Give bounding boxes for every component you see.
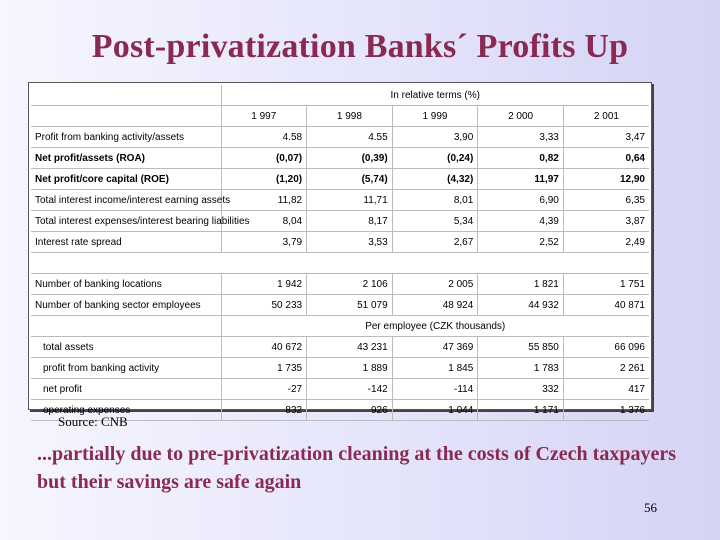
table-cell: 332 [478,379,564,400]
table-cell: (0,39) [307,148,393,169]
table-cell: -114 [392,379,478,400]
table-cell: 1 376 [563,400,649,421]
table-row [31,337,649,358]
table-cell: 1 044 [392,400,478,421]
table-cell: (1,20) [221,169,307,190]
table-cell: 2 106 [307,274,393,295]
table-cell: 4.58 [221,127,307,148]
row-label: Number of banking sector employees [31,295,221,316]
table-cell: 3,53 [307,232,393,253]
row-label: Total interest income/interest earning assets [31,190,221,211]
table-cell: 2,49 [563,232,649,253]
table-cell: 5,34 [392,211,478,232]
table-row [31,127,649,148]
table-cell: 50 233 [221,295,307,316]
year-header: 1 999 [392,106,478,127]
table-cell: 1 735 [221,358,307,379]
table-cell: 2,52 [478,232,564,253]
table-cell: 11,82 [221,190,307,211]
table-row [31,358,649,379]
table-cell: 6,35 [563,190,649,211]
table-cell: 66 096 [563,337,649,358]
row-label: net profit [31,379,221,400]
row-label: total assets [31,337,221,358]
data-table-frame [28,82,652,416]
page-number: 56 [644,500,657,515]
table-cell: 1 845 [392,358,478,379]
relative-terms-header: In relative terms (%) [221,85,649,106]
table-cell: 11,97 [478,169,564,190]
table-row [31,274,649,295]
table-cell: 12,90 [563,169,649,190]
year-header: 2 001 [563,106,649,127]
table-cell: 417 [563,379,649,400]
table-cell: 1 889 [307,358,393,379]
table-cell: 3,90 [392,127,478,148]
table-cell: 3,47 [563,127,649,148]
row-label: Total interest expenses/interest bearing liabilities [31,211,221,232]
table-cell: 40 672 [221,337,307,358]
table-cell: 2,67 [392,232,478,253]
table-cell: 1 783 [478,358,564,379]
table-cell: 2 261 [563,358,649,379]
table-cell: 926 [307,400,393,421]
row-label: Net profit/assets (ROA) [31,148,221,169]
year-header-row [31,106,649,127]
table-cell: 51 079 [307,295,393,316]
year-header: 1 998 [307,106,393,127]
row-label: operating expenses [31,400,221,421]
row-label: Profit from banking activity/assets [31,127,221,148]
table-section-header [31,85,649,106]
header-blank-cell [31,106,221,127]
table-cell: -142 [307,379,393,400]
table-cell: 3,79 [221,232,307,253]
table-row [31,148,649,169]
header-blank-cell [31,85,221,106]
table-cell: (4,32) [392,169,478,190]
table-cell: 8,17 [307,211,393,232]
table-cell: (0,24) [392,148,478,169]
table-row [31,169,649,190]
table-cell: 3,87 [563,211,649,232]
table-cell: 4.55 [307,127,393,148]
year-header: 2 000 [478,106,564,127]
table-cell: 4,39 [478,211,564,232]
table-cell: -27 [221,379,307,400]
table-cell: (5,74) [307,169,393,190]
row-label: Net profit/core capital (ROE) [31,169,221,190]
row-label: profit from banking activity [31,358,221,379]
table-cell: 8,01 [392,190,478,211]
table-cell: 3,33 [478,127,564,148]
table-cell: 1 751 [563,274,649,295]
table-cell: 2 005 [392,274,478,295]
table-cell: 0,64 [563,148,649,169]
table-cell: 1 821 [478,274,564,295]
table-cell: 0,82 [478,148,564,169]
table-row [31,190,649,211]
source-note: Source: CNB [58,414,128,429]
table-row [31,232,649,253]
table-row [31,295,649,316]
table-cell: (0,07) [221,148,307,169]
spacer-cell [31,253,649,274]
commentary-text: ...partially due to pre-privatization cleaning at the costs of Czech taxpayers but their savings are safe again [37,443,676,493]
table-cell: 1 171 [478,400,564,421]
table-row [31,379,649,400]
per-employee-header: Per employee (CZK thousands) [221,316,649,337]
table-cell: 47 369 [392,337,478,358]
year-header: 1 997 [221,106,307,127]
table-cell: 40 871 [563,295,649,316]
table-cell: 55 850 [478,337,564,358]
bank-profit-table [31,85,649,421]
spacer-row [31,253,649,274]
table-section-header [31,316,649,337]
table-cell: 48 924 [392,295,478,316]
table-cell: 6,90 [478,190,564,211]
table-cell: 8,04 [221,211,307,232]
table-cell: 1 942 [221,274,307,295]
table-row [31,211,649,232]
header-blank-cell [31,316,221,337]
table-cell: 44 932 [478,295,564,316]
row-label: Interest rate spread [31,232,221,253]
slide-title: Post-privatization Banks´ Profits Up [91,28,629,65]
table-cell: 43 231 [307,337,393,358]
table-cell: 832 [221,400,307,421]
table-cell: 11,71 [307,190,393,211]
row-label: Number of banking locations [31,274,221,295]
